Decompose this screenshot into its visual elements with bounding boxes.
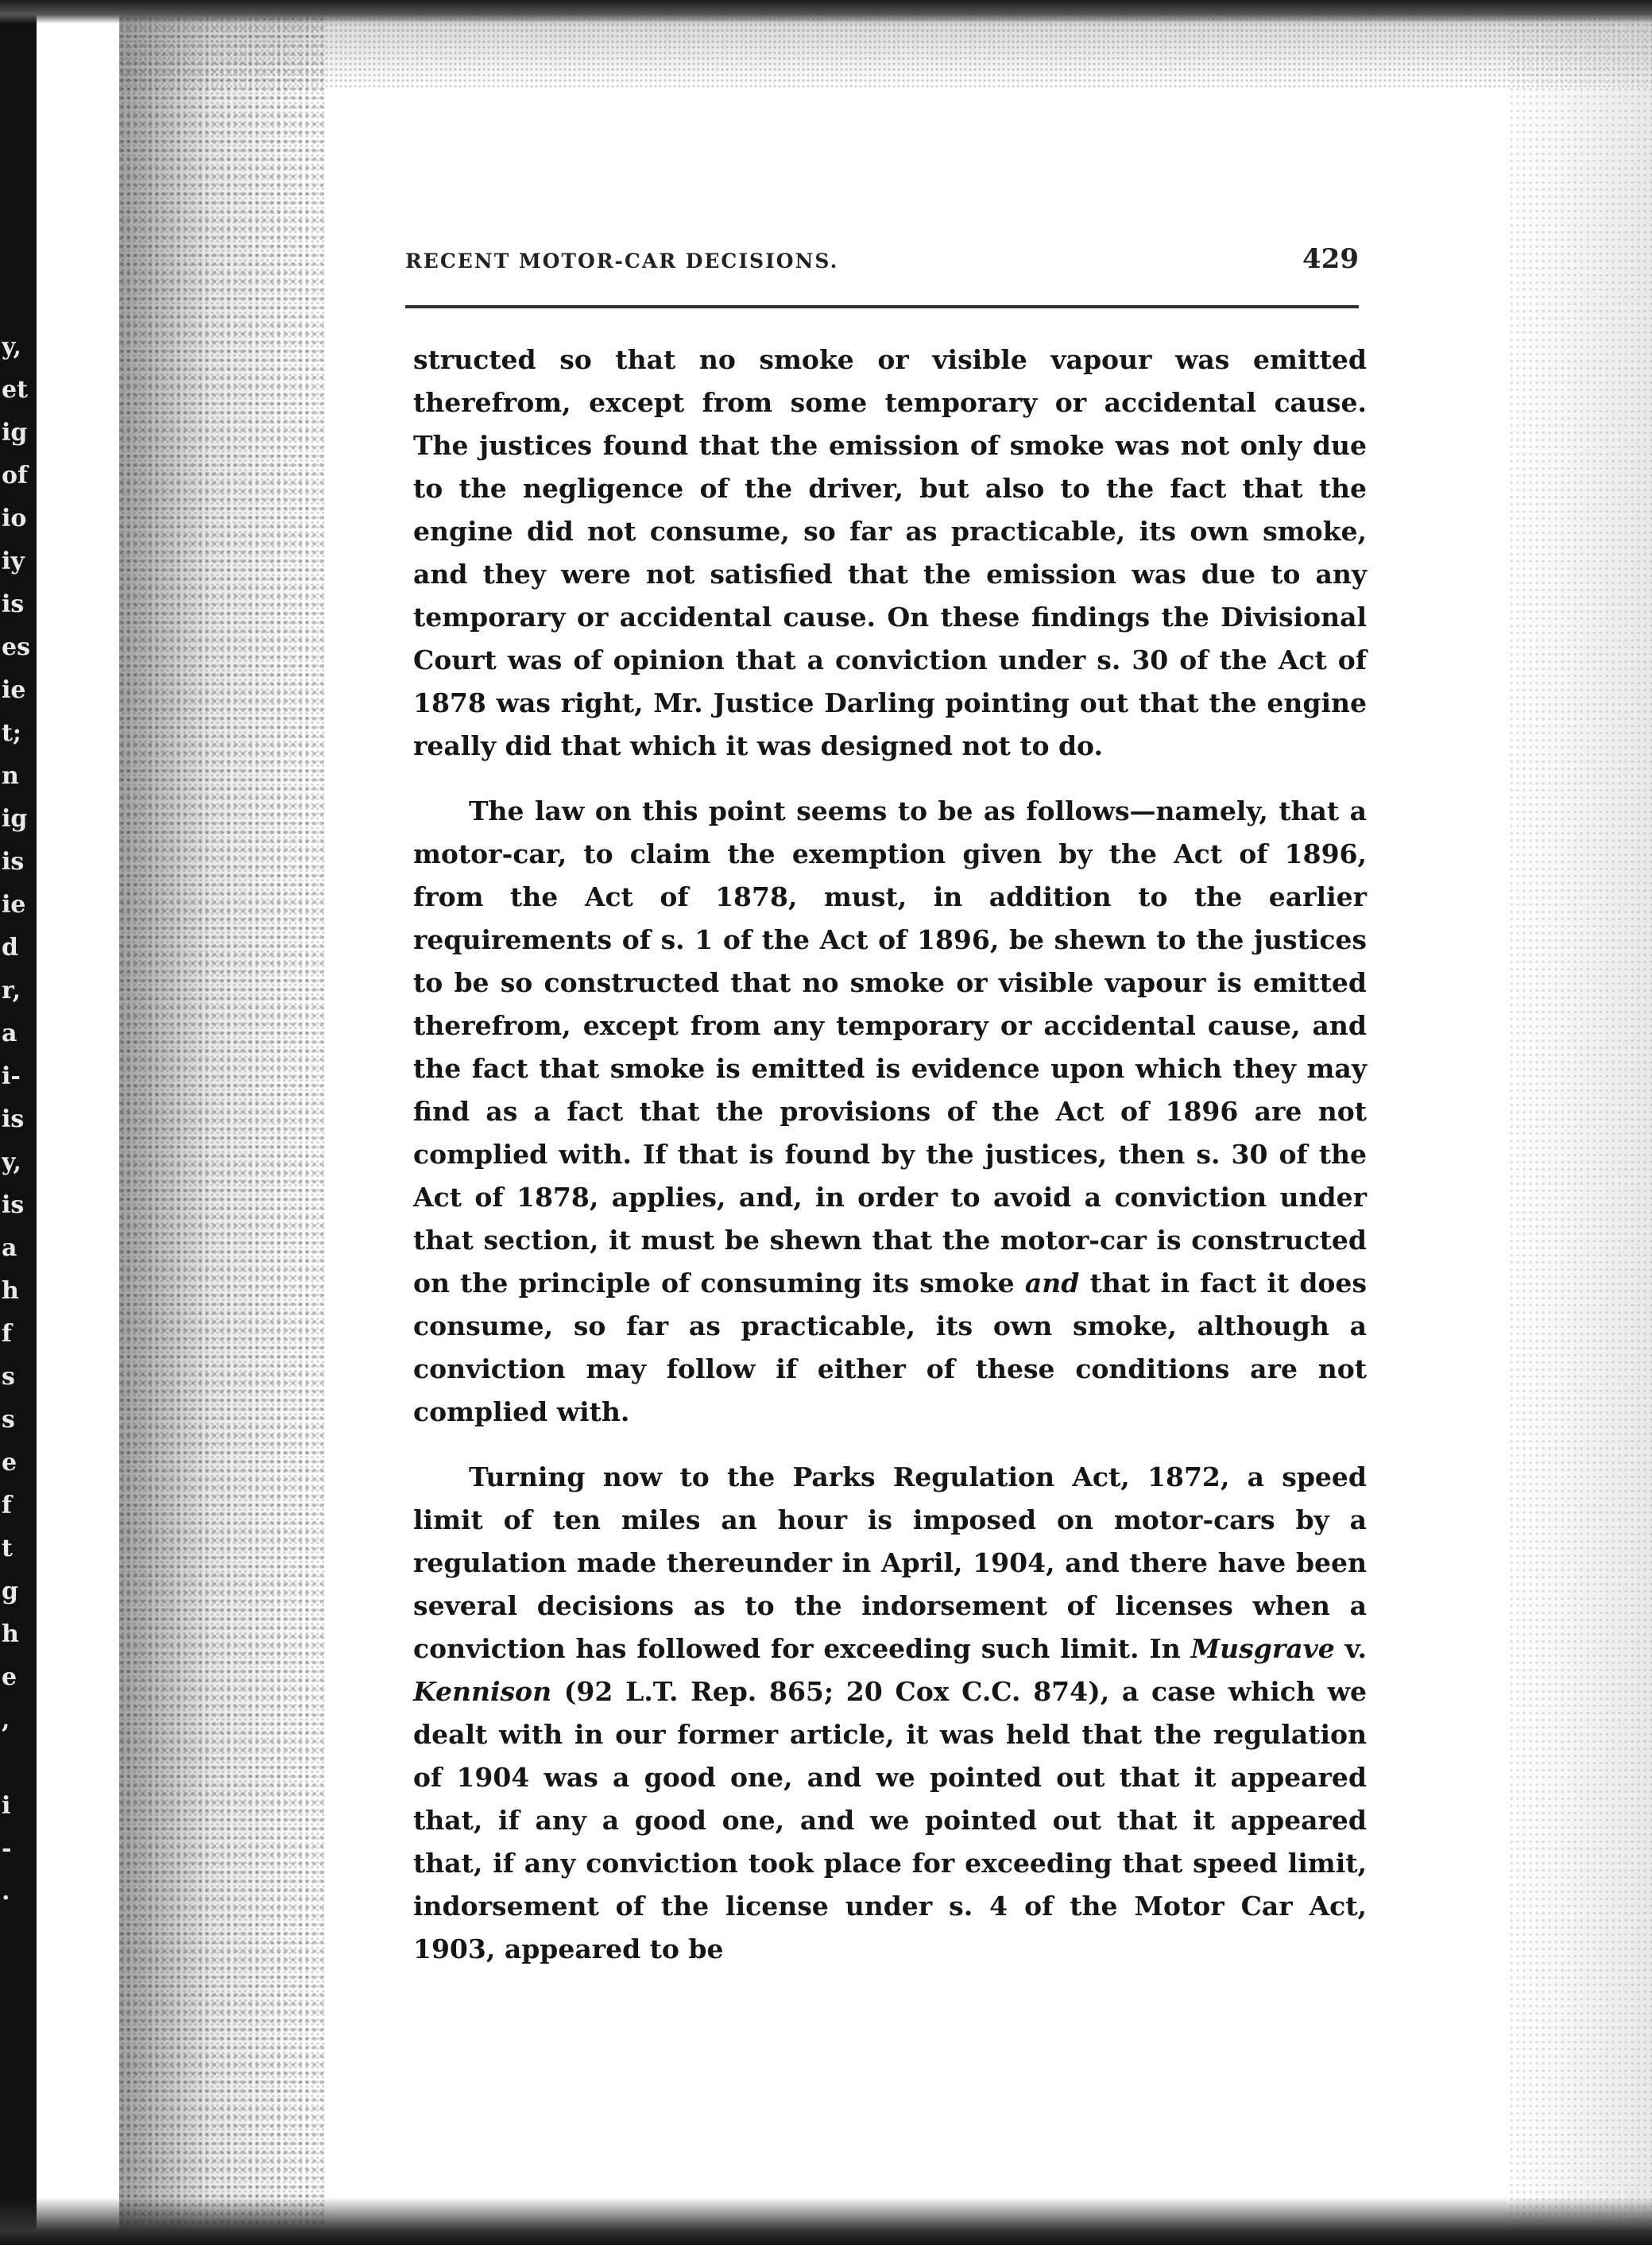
margin-fragment: s <box>2 1406 15 1434</box>
scan-gutter-shadow <box>119 0 326 2245</box>
case-versus: v. <box>1344 1633 1367 1664</box>
margin-fragment: - <box>2 1835 12 1863</box>
margin-fragment: y, <box>2 1148 22 1176</box>
margin-fragment: ie <box>2 676 26 704</box>
paragraph-1-text: structed so that no smoke or visible vapour was emitted therefrom, except from some temporary or accidental cause. The justices found that the emission of smoke was not only due to the negligence of the driver, but also to the fact that the engine did not consume, so far as practicable, its own smoke, and they were not satisfied that the emission was due to any temporary or accidental cause. On these findings the Divisional Court was of opinion that a conviction under s. 30 of the Act of 1878 was right, Mr. Justice Darling pointing out that the engine really did that which it was designed not to do. <box>413 344 1367 761</box>
header-rule <box>405 305 1359 308</box>
margin-fragment: s <box>2 1363 15 1391</box>
margin-fragment: es <box>2 633 30 661</box>
margin-fragment: e <box>2 1449 17 1477</box>
paragraph-3 <box>413 1456 1367 1971</box>
margin-fragment: iy <box>2 548 25 575</box>
scan-right-shadow <box>1509 0 1652 2245</box>
margin-fragment: is <box>2 590 25 618</box>
paragraph-2 <box>413 790 1367 1434</box>
scan-edge-top <box>0 0 1652 24</box>
margin-fragment: y, <box>2 333 22 361</box>
paragraph-1 <box>413 339 1367 768</box>
running-title: RECENT MOTOR-CAR DECISIONS. <box>405 250 839 273</box>
margin-fragment: , <box>2 1706 10 1734</box>
margin-fragment: io <box>2 505 27 532</box>
margin-fragment: t <box>2 1535 13 1562</box>
margin-fragment: t; <box>2 719 21 747</box>
margin-fragment: i- <box>2 1063 21 1090</box>
margin-fragment: is <box>2 848 25 876</box>
case-name-defendant: Kennison <box>413 1676 552 1707</box>
margin-fragment: a <box>2 1234 17 1262</box>
margin-fragment: f <box>2 1320 12 1348</box>
facing-page-fragments <box>2 326 37 1914</box>
paragraph-2-text-end: that in fact it does consume, so far as practicable, its own smoke, although a conviction may follow if either of these conditions are not complied with. <box>413 1268 1367 1427</box>
margin-fragment: of <box>2 462 28 490</box>
margin-fragment: r, <box>2 977 21 1004</box>
margin-fragment: ig <box>2 419 28 447</box>
paragraph-3-text-end: (92 L.T. Rep. 865; 20 Cox C.C. 874), a case which we dealt with in our former article, it was held that the regulation of 1904 was a good one, and we pointed out that it appeared that, if any a good one, and we pointed out that it appeared that, if any conviction took place for exceeding that speed limit, indorsement of the license under s. 4 of the Motor Car Act, 1903, appeared to be <box>413 1676 1367 1964</box>
paragraph-2-italic: and <box>1024 1268 1080 1299</box>
paragraph-3-text-start: Turning now to the Parks Regulation Act, 1872, a speed limit of ten miles an hour is imposed on motor-cars by a regulation made thereunder in April, 1904, and there have been several decisions as to the indorsement of licenses when a conviction has followed for exceeding such limit. In <box>413 1461 1367 1664</box>
margin-fragment: g <box>2 1577 18 1605</box>
paragraph-2-text-start: The law on this point seems to be as follows—namely, that a motor-car, to claim the exemption given by the Act of 1896, from the Act of 1878, must, in addition to the earlier requirements of s. 1 of the Act of 1896, be shewn to the justices to be so constructed that no smoke or visible vapour is emitted therefrom, except from any temporary or accidental cause, and the fact that smoke is emitted is evidence upon which they may find as a fact that the provisions of the Act of 1896 are not complied with. If that is found by the justices, then s. 30 of the Act of 1878, applies, and, in order to avoid a conviction under that section, it must be shewn that the motor-car is constructed on the principle of consuming its smoke <box>413 795 1367 1299</box>
margin-fragment: h <box>2 1277 19 1305</box>
scan-edge-bottom <box>0 2197 1652 2245</box>
margin-fragment: i <box>2 1792 11 1820</box>
margin-fragment: d <box>2 934 18 962</box>
margin-fragment: is <box>2 1105 25 1133</box>
margin-fragment: is <box>2 1191 25 1219</box>
margin-fragment <box>2 1742 37 1785</box>
margin-fragment: e <box>2 1663 17 1691</box>
margin-fragment: f <box>2 1492 12 1519</box>
margin-fragment: h <box>2 1620 19 1648</box>
margin-fragment: ig <box>2 805 28 833</box>
margin-fragment: et <box>2 376 28 404</box>
margin-fragment: . <box>2 1878 10 1906</box>
margin-fragment: a <box>2 1020 17 1047</box>
page-number: 429 <box>1302 243 1359 275</box>
body-text <box>413 339 1367 1971</box>
margin-fragment: n <box>2 762 19 790</box>
margin-fragment: ie <box>2 891 26 919</box>
running-head <box>405 238 1359 286</box>
case-name-plaintiff: Musgrave <box>1190 1633 1335 1664</box>
